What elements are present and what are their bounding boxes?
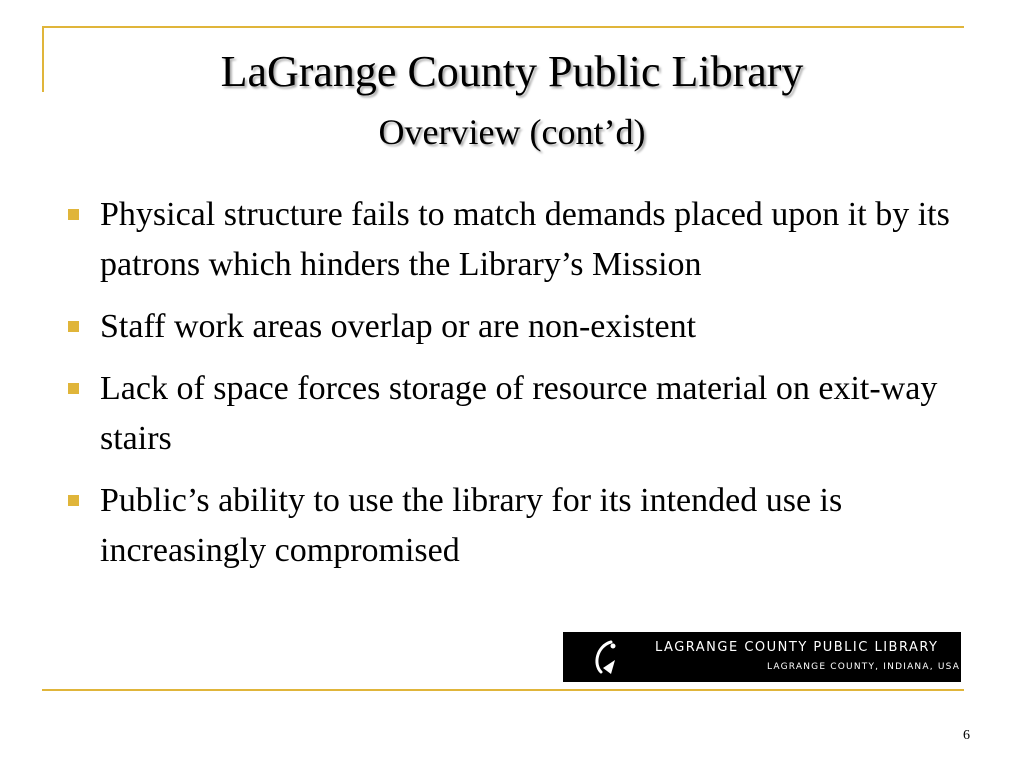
bullet-text: Public’s ability to use the library for its intended use is increasingly compromised (100, 482, 843, 569)
bullet-item (64, 364, 964, 464)
library-logo-icon (589, 638, 625, 678)
bullet-item (64, 190, 964, 290)
square-bullet-icon (68, 495, 79, 506)
square-bullet-icon (68, 383, 79, 394)
bullet-item (64, 476, 964, 576)
frame-bottom-line (42, 689, 964, 691)
frame-top-line (42, 26, 964, 28)
logo-library-name: LAGRANGE COUNTY PUBLIC LIBRARY (655, 640, 939, 655)
bullet-text: Lack of space forces storage of resource material on exit-way stairs (100, 370, 938, 457)
bullet-text: Physical structure fails to match demands placed upon it by its patrons which hinders the Library’s Mission (100, 196, 950, 283)
slide-title: LaGrange County Public Library (220, 47, 804, 96)
bullet-list (64, 190, 964, 588)
library-logo (563, 632, 961, 682)
bullet-text: Staff work areas overlap or are non-existent (100, 308, 697, 345)
square-bullet-icon (68, 321, 79, 332)
square-bullet-icon (68, 209, 79, 220)
logo-location: LAGRANGE COUNTY, INDIANA, USA (767, 662, 961, 672)
bullet-item (64, 302, 964, 352)
slide-subtitle: Overview (cont’d) (378, 112, 646, 152)
page-number: 6 (963, 728, 970, 743)
